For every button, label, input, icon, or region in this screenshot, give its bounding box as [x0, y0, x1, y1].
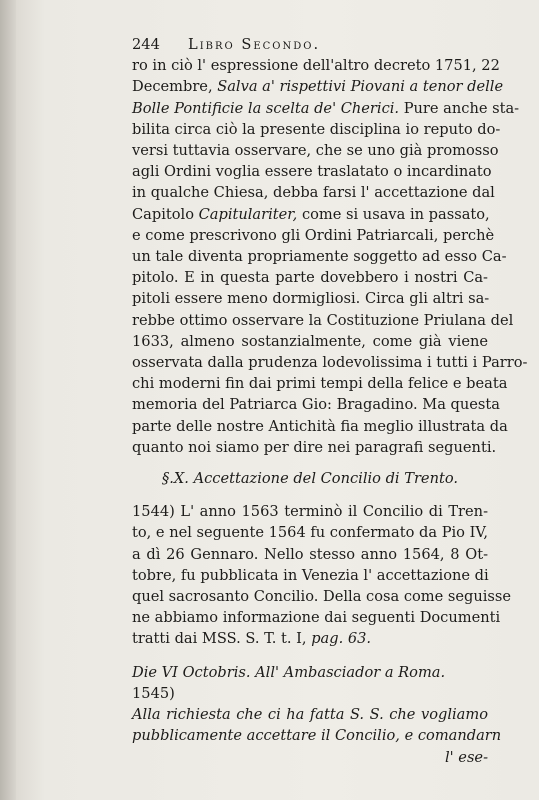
text-line: tratti dai MSS. S. T. t. I, pag. 63.	[132, 630, 372, 648]
text-line: Capitolo Capitulariter, come si usava in passato,	[132, 205, 490, 223]
page-number: 244	[132, 36, 160, 53]
text-line: ne abbiamo informazione dai seguenti Documenti	[132, 609, 501, 627]
text-line: rebbe ottimo osservare la Costituzione Priulana del	[132, 311, 514, 329]
text-line: osservata dalla prudenza lodevolissima i tutti i Parro-	[132, 354, 528, 372]
text-line: in qualche Chiesa, debba farsi l' accettazione dal	[132, 184, 495, 202]
text-line: 1544) L' anno 1563 terminò il Concilio di Tren-	[132, 503, 488, 521]
page-edge-shadow	[0, 0, 16, 800]
italic-term: Capitulariter,	[198, 205, 298, 223]
text-line: ro in ciò l' espressione dell'altro decreto 1751, 22	[132, 57, 500, 75]
catchword: l' ese-	[444, 748, 488, 766]
text-line: pubblicamente accettare il Concilio, e comandarn	[132, 727, 502, 745]
document-quote	[132, 662, 502, 768]
text-line: Bolle Pontificie la scelta de' Cherici. Pure anche sta-	[132, 99, 520, 117]
text-line: to, e nel seguente 1564 fu confermato da Pio IV,	[132, 524, 488, 542]
document-number: 1545)	[132, 684, 175, 702]
text-line: pitoli essere meno dormigliosi. Circa gli altri sa-	[132, 290, 490, 308]
italic-reference: pag. 63.	[311, 630, 372, 648]
section-heading: §.X. Accettazione del Concilio di Trento.	[161, 470, 459, 488]
text-line: a dì 26 Gennaro. Nello stesso anno 1564, 8 Ot-	[132, 545, 488, 563]
text-line: e come prescrivono gli Ordini Patriarcali, perchè	[132, 226, 495, 244]
document-dateline: Die VI Octobris. All' Ambasciador a Roma.	[132, 663, 446, 681]
text-line: agli Ordini voglia essere traslatato o incardinato	[132, 163, 492, 181]
text-line: chi moderni fin dai primi tempi della felice e beata	[132, 375, 508, 393]
italic-quote: Salva a' rispettivi Piovani a tenor delle	[217, 78, 504, 96]
text-line: un tale diventa propriamente soggetto ad esso Ca-	[132, 248, 507, 266]
page-text-block	[132, 34, 528, 768]
page-header	[132, 34, 488, 55]
text-line: memoria del Patriarca Gio: Bragadino. Ma questa	[132, 396, 500, 414]
paragraph-2	[132, 501, 512, 649]
paragraph-1	[132, 55, 528, 458]
text-line: bilita circa ciò la presente disciplina io reputo do-	[132, 120, 501, 138]
text-line: quel sacrosanto Concilio. Della cosa come seguisse	[132, 588, 512, 606]
text-line: Decembre, Salva a' rispettivi Piovani a tenor delle	[132, 78, 504, 96]
spacer	[132, 650, 488, 662]
text-line: 1633, almeno sostanzialmente, come già viene	[132, 332, 488, 350]
text-line: pitolo. E in questa parte dovebbero i nostri Ca-	[132, 269, 488, 287]
running-title: Libro Secondo.	[188, 36, 321, 53]
text-line: parte delle nostre Antichità fia meglio illustrata da	[132, 417, 508, 435]
text-line: quanto noi siamo per dire nei paragrafi seguenti.	[132, 438, 497, 456]
text-line: tobre, fu pubblicata in Venezia l' accettazione di	[132, 566, 489, 584]
text-line: Alla richiesta che ci ha fatta S. S. che vogliamo	[132, 706, 488, 724]
italic-quote: Bolle Pontificie la scelta de' Cherici.	[132, 99, 400, 117]
text-line: versi tuttavia osservare, che se uno già promosso	[132, 142, 499, 160]
